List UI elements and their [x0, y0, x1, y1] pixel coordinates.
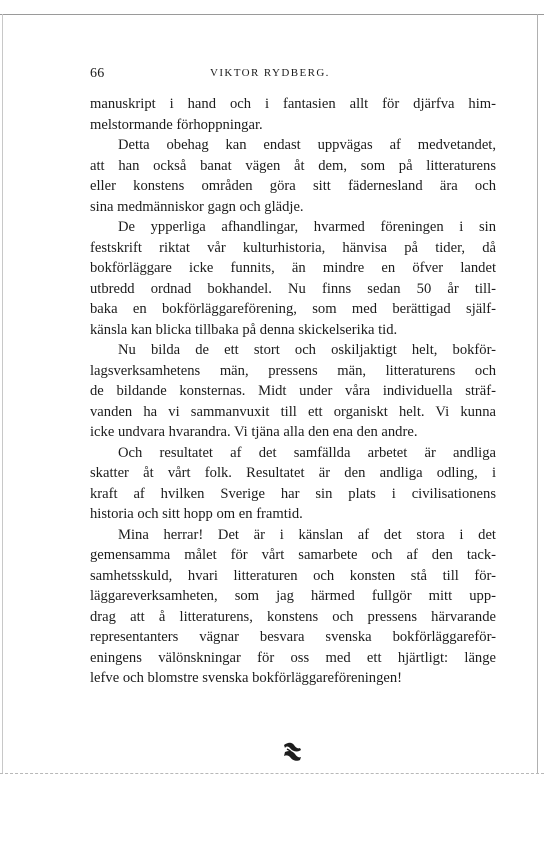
text-line: bokförläggare icke funnits, än mindre en öfver landet — [90, 260, 496, 276]
text-line: festskrift riktat vår kulturhistoria, hänvisa på tider, då — [90, 239, 496, 256]
text-line: samhetsskuld, hvari litteraturen och konsten stå till för- — [90, 567, 496, 584]
page-edge-left — [2, 14, 3, 774]
text-line: vanden ha vi sammanvuxit till ett organiskt helt. Vi kunna — [90, 403, 496, 420]
text-line: gemensamma målet för vårt samarbete och af den tack- — [90, 547, 496, 563]
paragraph-first-line: Nu bilda de ett stort och oskiljaktigt helt, bokför- — [118, 342, 496, 358]
page-edge-top — [0, 14, 544, 15]
text-line: utbredd ordnad bokhandel. Nu finns sedan 50 år till- — [90, 280, 496, 297]
body-text — [90, 94, 496, 689]
printers-fleuron-icon — [282, 741, 302, 763]
text-line: eller konstens områden göra sitt fädernesland ära och — [90, 178, 496, 194]
text-line: skatter åt vårt folk. Resultatet är den andliga odling, i — [90, 465, 496, 481]
running-head — [90, 66, 496, 84]
text-line: icke undvara hvarandra. Vi tjäna alla den ena den andre. — [90, 424, 418, 440]
text-line: baka en bokförläggareförening, som med berättigad själf- — [90, 301, 496, 317]
paragraph-first-line: Mina herrar! Det är i känslan af det stora i det — [118, 526, 496, 543]
text-line: känsla kan blicka tillbaka på denna skickelserika tid. — [90, 321, 398, 338]
text-line: drag att å litteraturens, konstens och pressens härvarande — [90, 608, 496, 625]
text-line: kraft af hvilken Sverige har sin plats i civilisationens — [90, 485, 496, 502]
page-number: 66 — [90, 66, 105, 81]
page-edge-right — [537, 14, 538, 774]
text-line: lagsverksamhetens män, pressens män, litteraturens och — [90, 362, 496, 379]
running-title: VIKTOR RYDBERG. — [210, 67, 330, 79]
text-line: melstormande förhoppningar. — [90, 116, 263, 133]
paragraph-first-line: De ypperliga afhandlingar, hvarmed föreningen i sin — [118, 219, 496, 235]
text-line: historia och sitt hopp om en framtid. — [90, 506, 303, 522]
text-line: de bildande konsternas. Midt under våra individuella sträf- — [90, 383, 496, 399]
text-line: manuskript i hand och i fantasien allt för djärfva him- — [90, 96, 496, 112]
text-line: lefve och blomstre svenska bokförläggareföreningen! — [90, 670, 403, 686]
text-line: eningens välönskningar för oss med ett hjärtligt: länge — [90, 649, 496, 666]
paragraph-first-line: Och resultatet af det samfällda arbetet är andliga — [118, 444, 496, 461]
text-line: representanters vägnar besvara svenska bokförläggareför- — [90, 629, 496, 645]
page-edge-bottom — [0, 773, 544, 774]
text-line: läggareverksamheten, som jag härmed fullgör mitt upp- — [90, 588, 496, 604]
text-line: att han också banat vägen åt dem, som på litteraturens — [90, 157, 496, 174]
paragraph-first-line: Detta obehag kan endast uppvägas af medvetandet, — [118, 137, 496, 153]
text-line: sina medmänniskor gagn och glädje. — [90, 198, 304, 215]
